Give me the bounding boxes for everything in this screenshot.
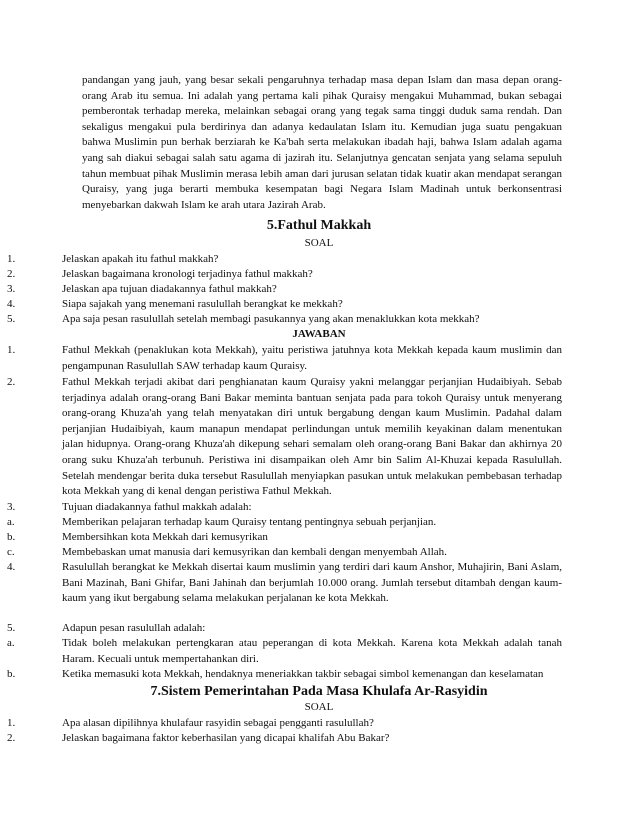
answer-text: Tidak boleh melakukan pertengkaran atau peperangan di kota Mekkah. Karena kota Mekkah adalah tanah Haram. Kecuali untuk mempertahankan diri. bbox=[62, 637, 562, 665]
answer-number: b. bbox=[7, 668, 16, 680]
answer-text: Memberikan pelajaran terhadap kaum Quraisy tentang pentingnya sebuah perjanjian. bbox=[62, 516, 437, 528]
section5-jawaban-label: JAWABAN bbox=[292, 328, 346, 340]
intro-paragraph: pandangan yang jauh, yang besar sekali pengaruhnya terhadap masa depan Islam dan masa depan orang-orang Arab itu semua. Ini adalah yang pertama kali pihak Quraisy mengakui Muhammad, bukan sebagai pemberontak terhadap mereka, melainkan sebagai orang yang tegak sama tinggi duduk sama rendah. Dan sekaligus mengakui pula berdirinya dan adanya kedaulatan Islam itu. Kemudian juga suatu pengakuan bahwa Muslimin pun berhak berziarah ke Ka'bah serta melakukan ibadah haji, bahwa Islam adalah agama yang sah diakui sebagai salah satu agama di jazirah itu. Selanjutnya gencatan senjata yang selama sepuluh tahun membuat pihak Muslimin merasa lebih aman dari jurusan selatan tidak kuatir akan mendapat serangan Quraisy, yang juga berarti membuka kesempatan bagi Negara Islam Madinah untuk berkonsentrasi menyebarkan dakwah Islam ke arah utara Jazirah Arab. bbox=[82, 74, 562, 211]
answer-text: Tujuan diadakannya fathul makkah adalah: bbox=[62, 501, 252, 513]
question-item bbox=[7, 312, 562, 328]
answer-item bbox=[7, 621, 562, 637]
question-number: 3. bbox=[7, 283, 16, 295]
answer-text: Fathul Mekkah terjadi akibat dari penghianatan kaum Quraisy yakni melanggar perjanjian Hudaibiyah. Sebab terjadinya adalah orang-orang Bani Bakar meminta bantuan senjata pada para tokoh Quraisy untuk menyerang orang-orang Khuza'ah yang telah menyatakan diri untuk bergabung dengan kaum Muslimin. Padahal dalam perjanjian Hudaibiyah, kaum manapun mendapat perlindungan untuk memilih keyakinan dalam menentukan jalan hidupnya. Orang-orang Khuza'ah dikepung sehari semalam oleh orang-orang Bani Bakar dan akhirnya 20 orang suku Khuza'ah terbunuh. Peristiwa ini disampaikan oleh Amr bin Salim Al-Khuzai kepada Rasulullah. Setelah mendengar berita duka tersebut Rasulullah menyiapkan pasukan untuk melakukan pembebasan terhadap kota Mekkah yang di kenal dengan peristiwa Fathul Mekkah. bbox=[62, 376, 562, 498]
answer-item bbox=[7, 343, 562, 374]
answer-number: 3. bbox=[7, 501, 16, 513]
answer-item bbox=[7, 515, 562, 531]
answer-item bbox=[7, 530, 562, 546]
question-text: Siapa sajakah yang menemani rasulullah berangkat ke mekkah? bbox=[62, 298, 343, 310]
answer-number: 1. bbox=[7, 344, 16, 356]
answer-text: Rasulullah berangkat ke Mekkah disertai kaum muslimin yang terdiri dari kaum Anshor, Muhajirin, Bani Aslam, Bani Mazinah, Bani Ghifar, Bani Jahinah dan berjumlah 10.000 orang. Jumlah tersebut ditambah dengan kaum-kaum yang ikut bergabung selama melakukan perjalanan ke kota Mekkah. bbox=[62, 561, 562, 605]
answer-item bbox=[7, 636, 562, 667]
question-item bbox=[7, 267, 562, 283]
question-number: 4. bbox=[7, 298, 16, 310]
answer-item bbox=[7, 667, 562, 683]
answer-text: Fathul Mekkah (penaklukan kota Mekkah), yaitu peristiwa jatuhnya kota Mekkah kepada kaum muslimin dan pengampunan Rasulullah SAW terhadap kaum Quraisy. bbox=[62, 344, 562, 372]
answer-number: a. bbox=[7, 637, 15, 649]
question-number: 1. bbox=[7, 253, 16, 265]
question-item bbox=[7, 716, 562, 732]
answer-text: Membebaskan umat manusia dari kemusyrikan dan kembali dengan menyembah Allah. bbox=[62, 546, 447, 558]
answer-text: Adapun pesan rasulullah adalah: bbox=[62, 622, 206, 634]
question-item bbox=[7, 282, 562, 298]
question-number: 2. bbox=[7, 732, 16, 744]
section5-soal-label: SOAL bbox=[304, 237, 334, 249]
answer-item bbox=[7, 545, 562, 561]
answer-number: c. bbox=[7, 546, 15, 558]
answer-item bbox=[7, 500, 562, 516]
answer-text: Ketika memasuki kota Mekkah, hendaknya meneriakkan takbir sebagai simbol kemenangan dan keselamatan bbox=[62, 668, 544, 680]
answer-number: a. bbox=[7, 516, 15, 528]
answer-number: 4. bbox=[7, 561, 16, 573]
answer-item bbox=[7, 560, 562, 607]
answer-number: b. bbox=[7, 531, 16, 543]
question-text: Jelaskan bagaimana kronologi terjadinya fathul makkah? bbox=[62, 268, 313, 280]
question-number: 2. bbox=[7, 268, 16, 280]
answer-number: 2. bbox=[7, 376, 16, 388]
question-text: Jelaskan apakah itu fathul makkah? bbox=[62, 253, 219, 265]
question-text: Apa saja pesan rasulullah setelah membagi pasukannya yang akan menaklukkan kota mekkah? bbox=[62, 313, 480, 325]
answer-item bbox=[7, 375, 562, 500]
section5-title: 5.Fathul Makkah bbox=[266, 218, 372, 233]
answer-number: 5. bbox=[7, 622, 16, 634]
answer-text: Membersihkan kota Mekkah dari kemusyrikan bbox=[62, 531, 268, 543]
question-text: Apa alasan dipilihnya khulafaur rasyidin sebagai pengganti rasulullah? bbox=[62, 717, 374, 729]
question-item bbox=[7, 731, 562, 747]
question-text: Jelaskan apa tujuan diadakannya fathul makkah? bbox=[62, 283, 277, 295]
question-item bbox=[7, 297, 562, 313]
question-number: 5. bbox=[7, 313, 16, 325]
section7-title: 7.Sistem Pemerintahan Pada Masa Khulafa Ar-Rasyidin bbox=[150, 684, 488, 699]
question-text: Jelaskan bagaimana faktor keberhasilan yang dicapai khalifah Abu Bakar? bbox=[62, 732, 390, 744]
question-number: 1. bbox=[7, 717, 16, 729]
section7-soal-label: SOAL bbox=[304, 701, 334, 713]
question-item bbox=[7, 252, 562, 268]
